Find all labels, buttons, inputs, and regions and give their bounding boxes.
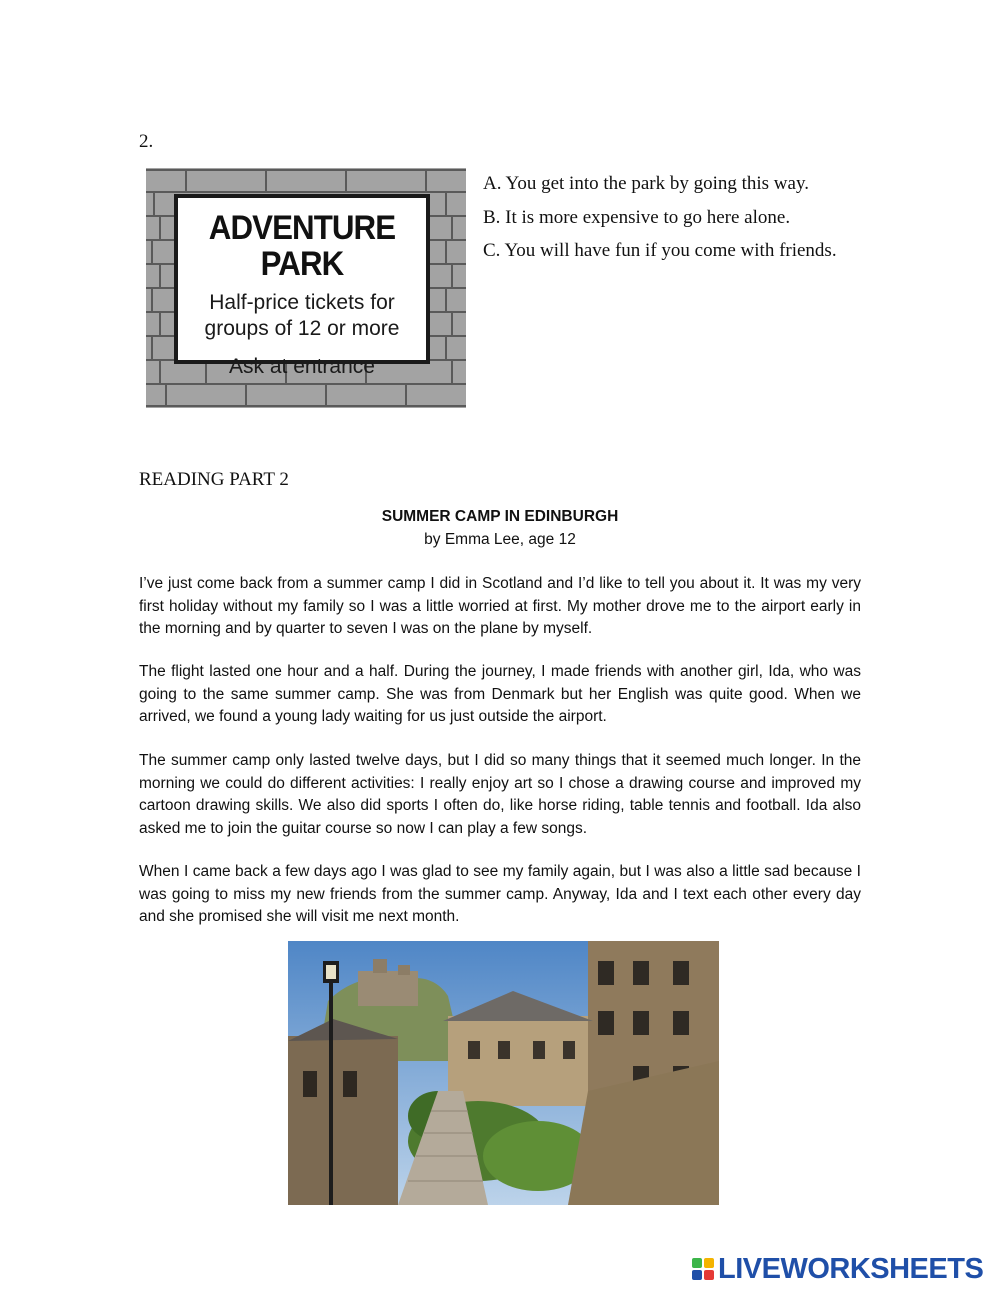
liveworksheets-logo — [692, 1253, 983, 1285]
sign-line-entrance: Ask at entrance — [229, 355, 375, 378]
article-byline: by Emma Lee, age 12 — [424, 531, 576, 548]
section-heading: READING PART 2 — [139, 469, 289, 490]
article-paragraph-4: When I came back a few days ago I was glad to see my family again, but I was also a little sad because I was going to miss my new friends from the summer camp. Anyway, Ida and I text each other every day and she promised she will visit me next month. — [139, 863, 861, 926]
option-a[interactable]: A. You get into the park by going this way. — [483, 173, 809, 194]
sign-title: ADVENTURE PARK — [208, 209, 396, 283]
option-c[interactable]: C. You will have fun if you come with friends. — [483, 240, 837, 261]
article-paragraph-3: The summer camp only lasted twelve days, but I did so many things that it seemed much longer. In the morning we could do different activities: I really enjoy art so I chose a drawing course and improved my cartoon drawing skills. We also did sports I often do, like horse riding, table tennis and football. Ida also asked me to join the guitar course so now I can play a few songs. — [139, 752, 861, 838]
brand-name: LIVEWORKSHEETS — [718, 1252, 984, 1285]
adventure-park-sign-image — [146, 168, 466, 408]
article-title: SUMMER CAMP IN EDINBURGH — [381, 508, 619, 525]
edinburgh-street-photo — [288, 941, 719, 1205]
sign-line-offer: Half-price tickets for — [209, 291, 395, 314]
article-paragraph-1: I’ve just come back from a summer camp I did in Scotland and I’d like to tell you about it. It was my very first holiday without my family so I was a little worried at first. My mother drove me to the airport early in the morning and by quarter to seven I was on the plane by myself. — [139, 575, 861, 638]
article-paragraph-2: The flight lasted one hour and a half. During the journey, I made friends with another girl, Ida, who was going to the same summer camp. She was from Denmark but her English was quite good. When we arrived, we found a young lady waiting for us just outside the airport. — [139, 663, 861, 726]
answer-options — [483, 167, 837, 268]
option-b[interactable]: B. It is more expensive to go here alone. — [483, 206, 791, 228]
sign-line-groups: groups of 12 or more — [204, 317, 400, 340]
question-number: 2. — [139, 131, 154, 152]
sign-board — [174, 194, 430, 378]
liveworksheets-mark-icon — [692, 1258, 714, 1280]
